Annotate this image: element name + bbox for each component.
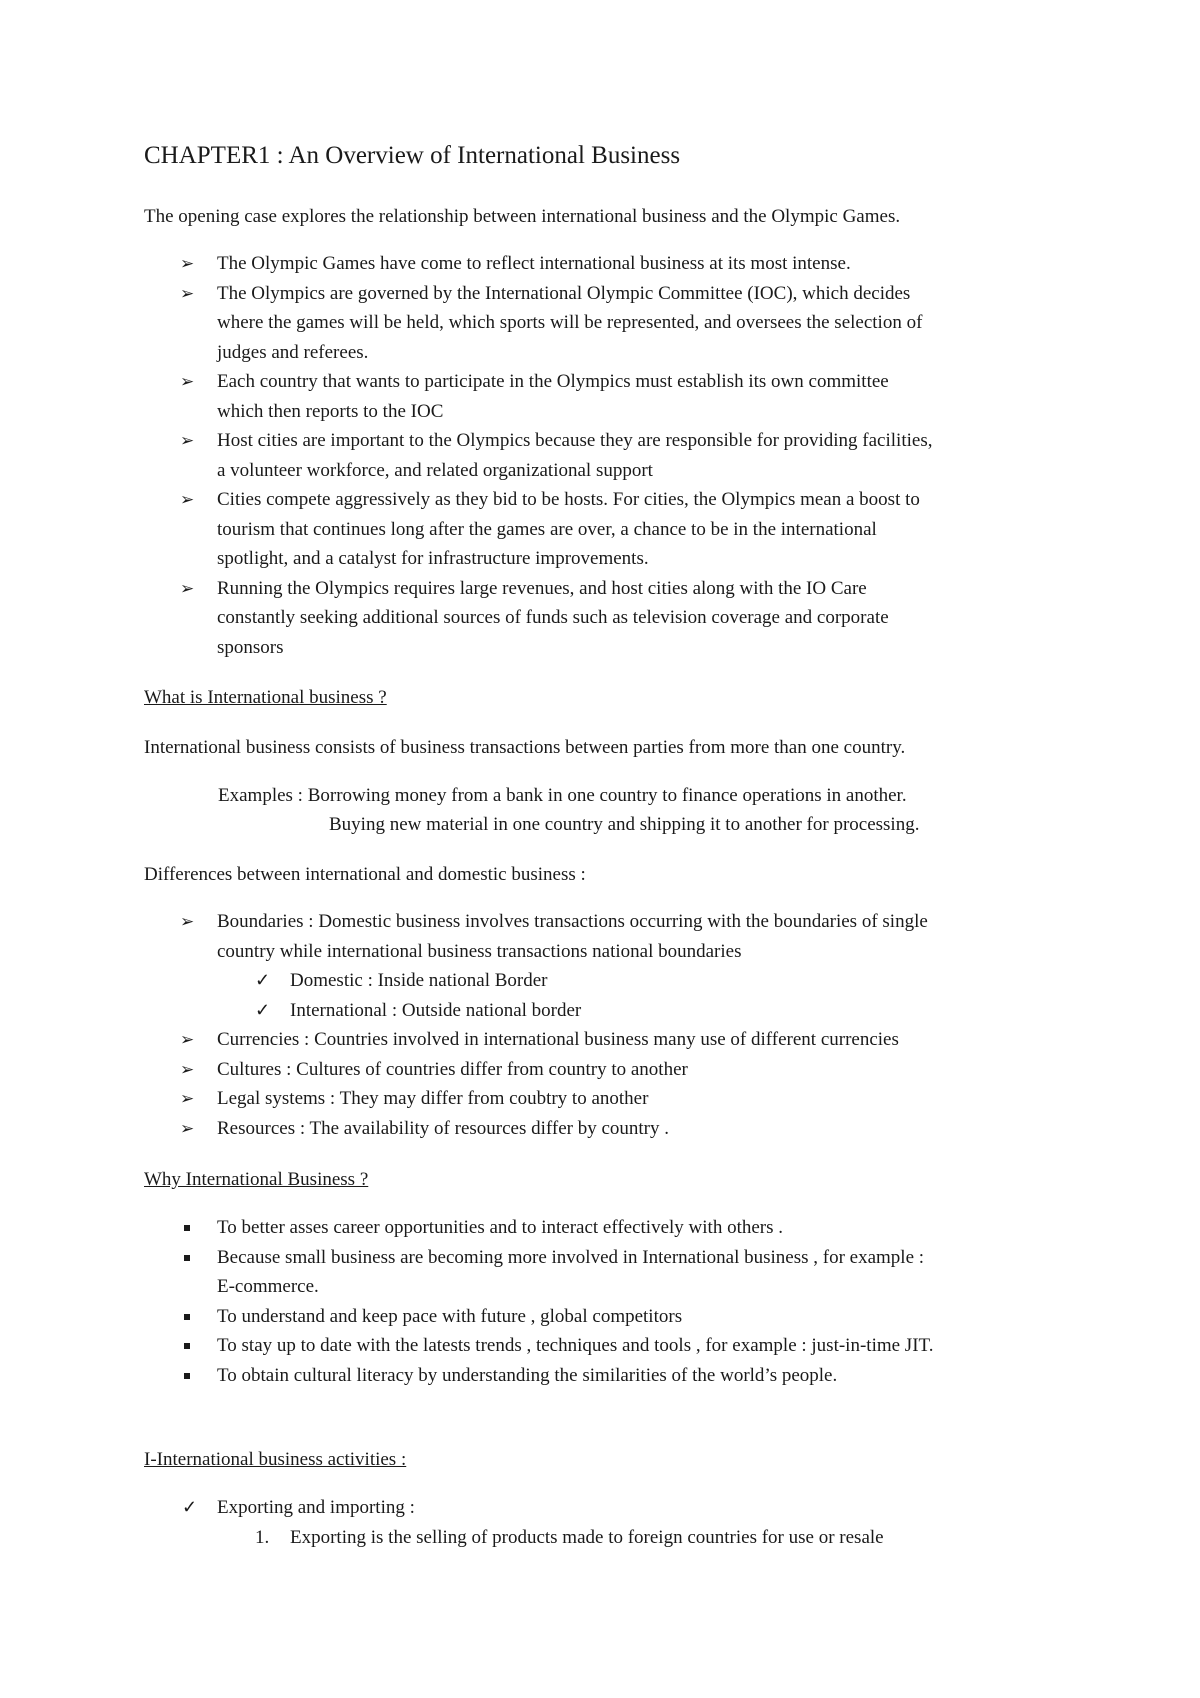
sub-list-item: ✓ Domestic : Inside national Border — [290, 966, 1084, 996]
list-item: Because small business are becoming more involved in International business , for example : E-commerce. — [144, 1243, 1084, 1302]
why-points-list — [144, 1213, 1084, 1390]
list-item: To understand and keep pace with future , global competitors — [144, 1302, 1084, 1332]
list-item: ➢ Running the Olympics requires large revenues, and host cities along with the IO Care constantly seeking additional sources of funds such as television coverage and corporate sponsors — [144, 574, 1084, 663]
list-item: ➢ Each country that wants to participate in the Olympics must establish its own committee which then reports to the IOC — [144, 367, 1084, 426]
list-item: ➢ Currencies : Countries involved in international business many use of different currencies — [144, 1025, 1084, 1055]
arrow-bullet-icon: ➢ — [180, 372, 195, 391]
arrow-bullet-icon: ➢ — [180, 1089, 195, 1108]
differences-list — [144, 907, 1084, 1143]
arrow-bullet-icon: ➢ — [180, 1030, 195, 1049]
examples-line-2: Buying new material in one country and shipping it to another for processing. — [329, 814, 920, 835]
square-bullet-icon — [184, 1373, 190, 1379]
numbered-item: 1. Exporting is the selling of products made to foreign countries for use or resale — [290, 1523, 1084, 1553]
square-bullet-icon — [184, 1343, 190, 1349]
list-item: To stay up to date with the latests trends , techniques and tools , for example : just-in-time JIT. — [144, 1331, 1084, 1361]
activities-list — [144, 1493, 1084, 1552]
square-bullet-icon — [184, 1255, 190, 1261]
square-bullet-icon — [184, 1225, 190, 1231]
olympic-points-list — [144, 249, 1084, 662]
item-number: 1. — [255, 1526, 270, 1548]
arrow-bullet-icon: ➢ — [180, 1118, 195, 1138]
list-item: ➢ Host cities are important to the Olympics because they are responsible for providing facilities, a volunteer workforce, and related organizational support — [144, 426, 1084, 485]
list-item: ➢ Resources : The availability of resources differ by country . — [144, 1114, 1084, 1144]
list-item: ➢ The Olympics are governed by the International Olympic Committee (IOC), which decides where the games will be held, which sports will be represented, and oversees the selection of judges and referees. — [144, 279, 1084, 368]
checkmark-icon: ✓ — [255, 970, 271, 990]
arrow-bullet-icon: ➢ — [180, 431, 195, 450]
intro-paragraph: The opening case explores the relationship between international business and the Olympic Games. — [144, 206, 901, 227]
checkmark-icon: ✓ — [255, 999, 271, 1020]
arrow-bullet-icon: ➢ — [180, 283, 195, 303]
section-heading-activities: I-International business activities : — [144, 1449, 407, 1470]
list-item: ✓ Exporting and importing : — [144, 1493, 1084, 1523]
arrow-bullet-icon: ➢ — [180, 254, 195, 273]
list-item: To better asses career opportunities and to interact effectively with others . — [144, 1213, 1084, 1243]
page-title: CHAPTER1 : An Overview of International Business — [144, 142, 681, 169]
arrow-bullet-icon: ➢ — [180, 578, 195, 598]
arrow-bullet-icon: ➢ — [180, 912, 195, 931]
list-item: ➢ Cultures : Cultures of countries differ from country to another — [144, 1055, 1084, 1085]
square-bullet-icon — [184, 1314, 190, 1320]
list-item: ➢ Boundaries : Domestic business involves transactions occurring with the boundaries of single country while international business transactions national boundaries — [144, 907, 1084, 966]
section-heading-why: Why International Business ? — [144, 1169, 369, 1190]
sub-list-item: ✓ International : Outside national border — [290, 996, 1084, 1026]
list-item: ➢ The Olympic Games have come to reflect international business at its most intense. — [144, 249, 1084, 279]
checkmark-icon: ✓ — [182, 1497, 198, 1517]
examples-line-1: Examples : Borrowing money from a bank in one country to finance operations in another. — [218, 785, 907, 806]
list-item: ➢ Cities compete aggressively as they bid to be hosts. For cities, the Olympics mean a boost to tourism that continues long after the games are over, a chance to be in the international spotlight, and a catalyst for infrastructure improvements. — [144, 485, 1084, 574]
section-heading-what: What is International business ? — [144, 687, 387, 708]
list-item: ➢ Legal systems : They may differ from coubtry to another — [144, 1084, 1084, 1114]
differences-intro: Differences between international and domestic business : — [144, 864, 586, 885]
arrow-bullet-icon: ➢ — [180, 490, 195, 509]
definition-paragraph: International business consists of business transactions between parties from more than one country. — [144, 737, 906, 758]
list-item: To obtain cultural literacy by understanding the similarities of the world’s people. — [144, 1361, 1084, 1391]
arrow-bullet-icon: ➢ — [180, 1059, 195, 1079]
